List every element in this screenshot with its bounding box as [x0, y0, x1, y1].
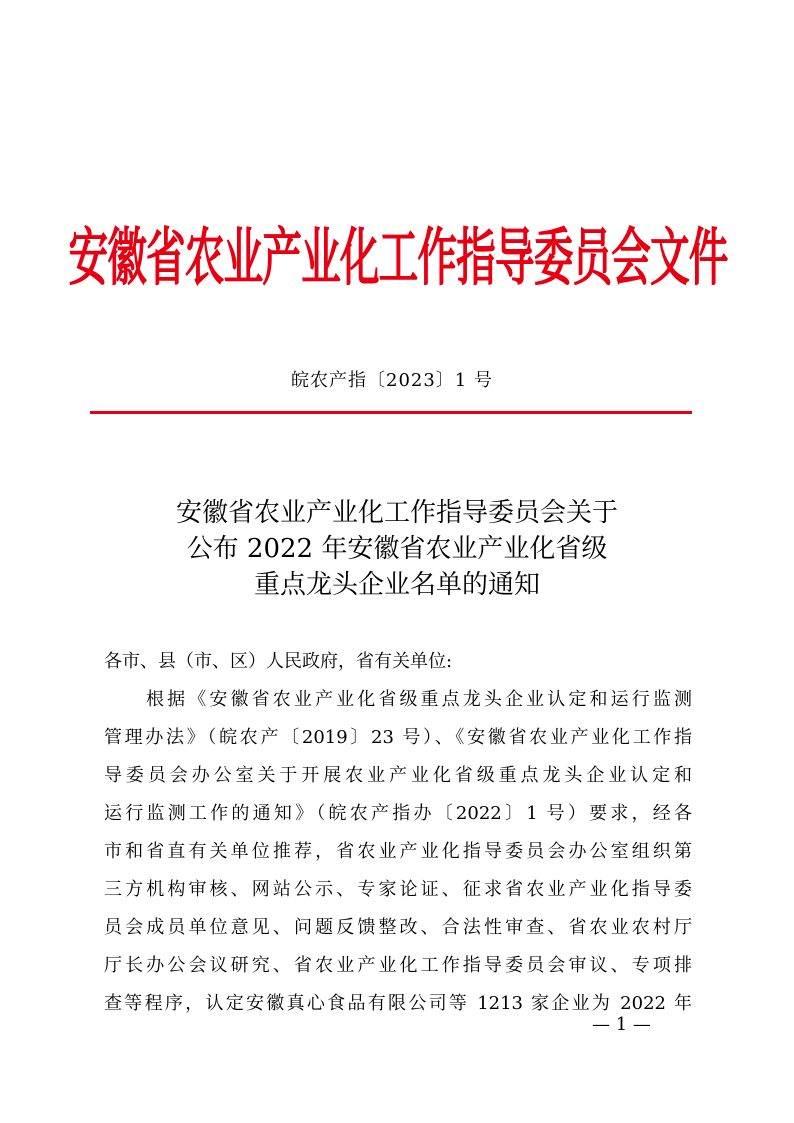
paragraph-line: 根据《安徽省农业产业化省级重点龙头企业认定和运行监测	[146, 689, 692, 710]
paragraph-line: 运行监测工作的通知》（皖农产指办〔2022〕1 号）要求，经各	[104, 803, 692, 824]
page-number: — 1 —	[592, 1014, 651, 1035]
title-line: 重点龙头企业名单的通知	[253, 570, 540, 600]
document-number: 皖农产指〔2023〕1 号	[291, 370, 493, 391]
red-divider-line	[90, 411, 692, 414]
salutation: 各市、县（市、区）人民政府，省有关单位:	[104, 651, 453, 672]
paragraph-line: 市和省直有关单位推荐，省农业产业化指导委员会办公室组织第	[104, 841, 692, 862]
title-line: 公布 2022 年安徽省农业产业化省级	[186, 534, 608, 564]
document-masthead: 安徽省农业产业化工作指导委员会文件	[68, 221, 728, 295]
paragraph-line: 管理办法》（皖农产〔2019〕23 号）、《安徽省农业产业化工作指	[104, 727, 692, 748]
notice-title	[92, 495, 702, 603]
title-line: 安徽省农业产业化工作指导委员会关于	[175, 498, 618, 528]
paragraph-line: 员会成员单位意见、问题反馈整改、合法性审查、省农业农村厅	[104, 917, 692, 938]
paragraph-line: 查等程序，认定安徽真心食品有限公司等 1213 家企业为 2022 年	[104, 993, 692, 1014]
paragraph-line: 导委员会办公室关于开展农业产业化省级重点龙头企业认定和	[104, 765, 692, 786]
paragraph-line: 厅长办公会议研究、省农业产业化工作指导委员会审议、专项排	[104, 955, 692, 976]
notice-body	[104, 643, 694, 1023]
paragraph-line: 三方机构审核、网站公示、专家论证、征求省农业产业化指导委	[104, 879, 692, 900]
